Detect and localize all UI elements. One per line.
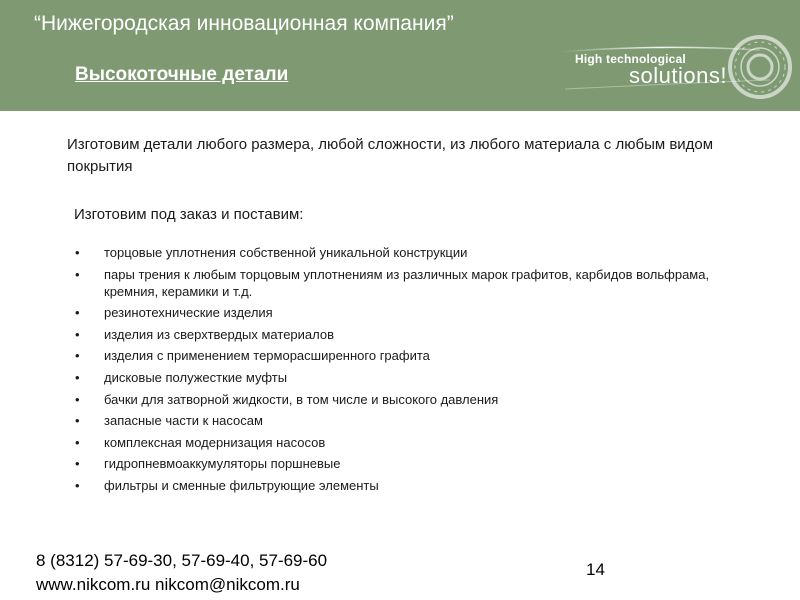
bullet-icon: •: [75, 348, 80, 364]
list-item: [75, 347, 755, 364]
website-email: www.nikcom.ru nikcom@nikcom.ru: [36, 575, 300, 594]
list-item-text: резинотехнические изделия: [104, 305, 273, 321]
list-item-text: торцовые уплотнения собственной уникальной конструкции: [104, 245, 468, 260]
list-heading: Изготовим под заказ и поставим:: [74, 206, 304, 223]
footer-contacts: [36, 549, 327, 597]
logo-tagline-line2: solutions!: [629, 63, 727, 88]
list-item-text: комплексная модернизация насосов: [104, 434, 326, 450]
list-item-text: гидропневмоаккумуляторы поршневые: [104, 456, 341, 472]
list-item: [75, 369, 755, 386]
company-title: “Нижегородская инновационная компания”: [34, 12, 454, 35]
bullet-icon: •: [75, 391, 80, 407]
list-item-text: пары трения к любым торцовым уплотнениям из различных марок графитов, карбидов вольфрама, кремния, керамики и т.д.: [104, 266, 710, 299]
product-list: [75, 244, 755, 499]
phone-numbers: 8 (8312) 57-69-30, 57-69-40, 57-69-60: [36, 551, 328, 570]
bullet-icon: •: [75, 326, 80, 342]
list-item: [75, 304, 755, 321]
bullet-icon: •: [75, 477, 80, 493]
list-item-text: бачки для затворной жидкости, в том числе и высокого давления: [104, 391, 499, 407]
list-item: [75, 266, 755, 300]
bullet-icon: •: [75, 245, 80, 260]
list-item: [75, 391, 755, 408]
list-item: [75, 244, 755, 261]
bullet-icon: •: [75, 434, 80, 450]
bullet-icon: •: [75, 305, 80, 321]
list-item-text: дисковые полужесткие муфты: [104, 369, 288, 385]
header-banner: [0, 0, 800, 111]
list-item: [75, 326, 755, 343]
list-item: [75, 434, 755, 451]
list-item-text: запасные части к насосам: [104, 413, 263, 429]
list-item: [75, 455, 755, 472]
list-item-text: изделия с применением терморасширенного графита: [104, 348, 430, 364]
bullet-icon: •: [75, 369, 80, 385]
list-item: [75, 412, 755, 429]
bullet-icon: •: [75, 413, 80, 429]
intro-paragraph: Изготовим детали любого размера, любой сложности, из любого материала с любым видом покрытия: [67, 136, 714, 175]
bullet-icon: •: [75, 266, 80, 282]
list-item: [75, 477, 755, 494]
section-title: Высокоточные детали: [75, 64, 289, 85]
bullet-icon: •: [75, 456, 80, 472]
page-number: 14: [586, 560, 605, 579]
list-item-text: фильтры и сменные фильтрующие элементы: [104, 477, 379, 493]
list-item-text: изделия из сверхтвердых материалов: [104, 326, 335, 342]
company-logo: [555, 30, 795, 105]
logo-tagline-line1: High technological: [575, 52, 686, 66]
